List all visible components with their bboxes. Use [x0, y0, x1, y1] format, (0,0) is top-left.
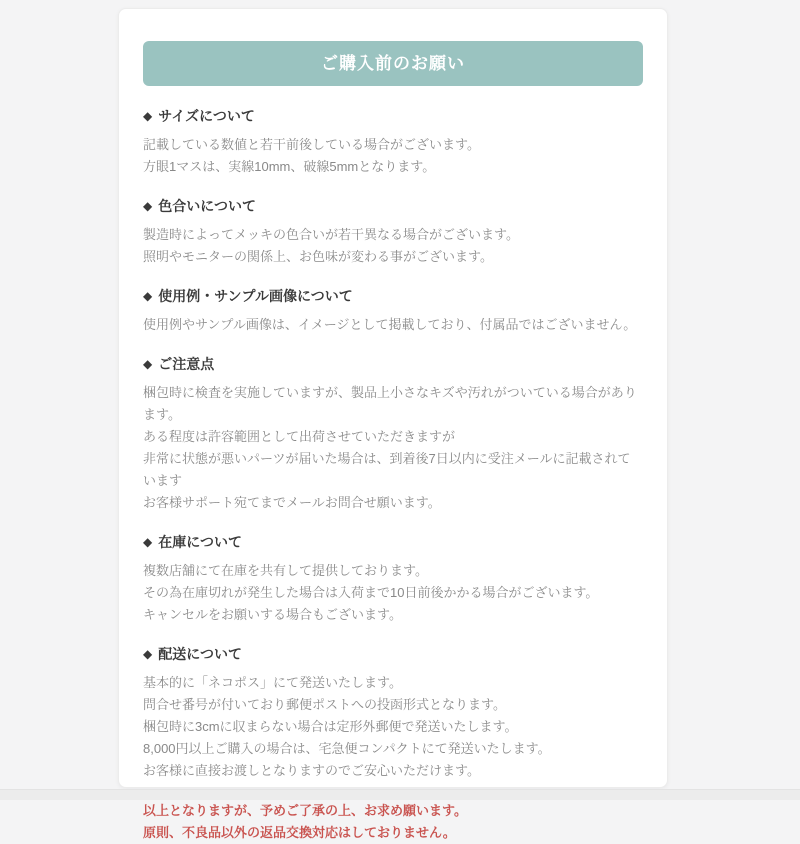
section-color-heading: [143, 196, 643, 216]
body-line: 梱包時に検査を実施していますが、製品上小さなキズや汚れがついている場合があります。: [143, 385, 637, 422]
body-line: 複数店舗にて在庫を共有して提供しております。: [143, 563, 428, 578]
body-line: 8,000円以上ご購入の場合は、宅急便コンパクトにて発送いたします。: [143, 741, 551, 756]
diamond-bullet-icon: ◆: [143, 647, 153, 661]
notice-banner-title: ご購入前のお願い: [143, 41, 643, 86]
body-line: キャンセルをお願いする場合もございます。: [143, 607, 402, 622]
section-cautions-heading: [143, 354, 643, 374]
section-stock-heading: [143, 532, 643, 552]
section-shipping-heading: [143, 644, 643, 664]
warning-line: 以上となりますが、予めご了承の上、お求め願います。: [143, 803, 467, 818]
diamond-bullet-icon: ◆: [143, 535, 153, 549]
section-heading-label: サイズについて: [158, 108, 255, 124]
section-stock: [143, 532, 643, 626]
body-line: 基本的に「ネコポス」にて発送いたします。: [143, 675, 402, 690]
body-line: 梱包時に3cmに収まらない場合は定形外郵便で発送いたします。: [143, 719, 518, 734]
section-heading-label: 色合いについて: [158, 198, 256, 214]
diamond-bullet-icon: ◆: [143, 357, 153, 371]
section-heading-label: 在庫について: [158, 534, 242, 550]
section-shipping: [143, 644, 643, 782]
body-line: お客様に直接お渡しとなりますのでご安心いただけます。: [143, 763, 480, 778]
body-line: ある程度は許容範囲として出荷させていただきますが: [143, 429, 456, 444]
page-bottom-strip: [0, 789, 800, 800]
section-size: [143, 106, 643, 178]
diamond-bullet-icon: ◆: [143, 109, 153, 123]
section-cautions: [143, 354, 643, 514]
body-line: 非常に状態が悪いパーツが届いた場合は、到着後7日以内に受注メールに記載されています: [143, 451, 631, 488]
diamond-bullet-icon: ◆: [143, 289, 153, 303]
notice-card: [118, 8, 668, 840]
diamond-bullet-icon: ◆: [143, 199, 153, 213]
section-heading-label: 配送について: [158, 646, 242, 662]
section-color: [143, 196, 643, 268]
section-size-heading: [143, 106, 643, 126]
body-line: その為在庫切れが発生した場合は入荷まで10日前後かかる場合がございます。: [143, 585, 599, 600]
body-line: 方眼1マスは、実線10mm、破線5mmとなります。: [143, 159, 436, 174]
body-line: 製造時によってメッキの色合いが若干異なる場合がございます。: [143, 227, 519, 242]
body-line: 記載している数値と若干前後している場合がございます。: [143, 137, 480, 152]
body-line: 使用例やサンプル画像は、イメージとして掲載しており、付属品ではございません。: [143, 317, 637, 332]
section-heading-label: ご注意点: [158, 356, 215, 372]
body-line: 照明やモニターの関係上、お色味が変わる事がございます。: [143, 249, 493, 264]
section-heading-label: 使用例・サンプル画像について: [158, 288, 353, 304]
warning-line: 原則、不良品以外の返品交換対応はしておりません。: [143, 825, 456, 840]
section-sample-images-heading: [143, 286, 643, 306]
body-line: 問合せ番号が付いており郵便ポストへの投函形式となります。: [143, 697, 506, 712]
red-warning-notice: [143, 800, 643, 844]
body-line: お客様サポート宛てまでメールお問合せ願います。: [143, 495, 441, 510]
section-sample-images: [143, 286, 643, 336]
